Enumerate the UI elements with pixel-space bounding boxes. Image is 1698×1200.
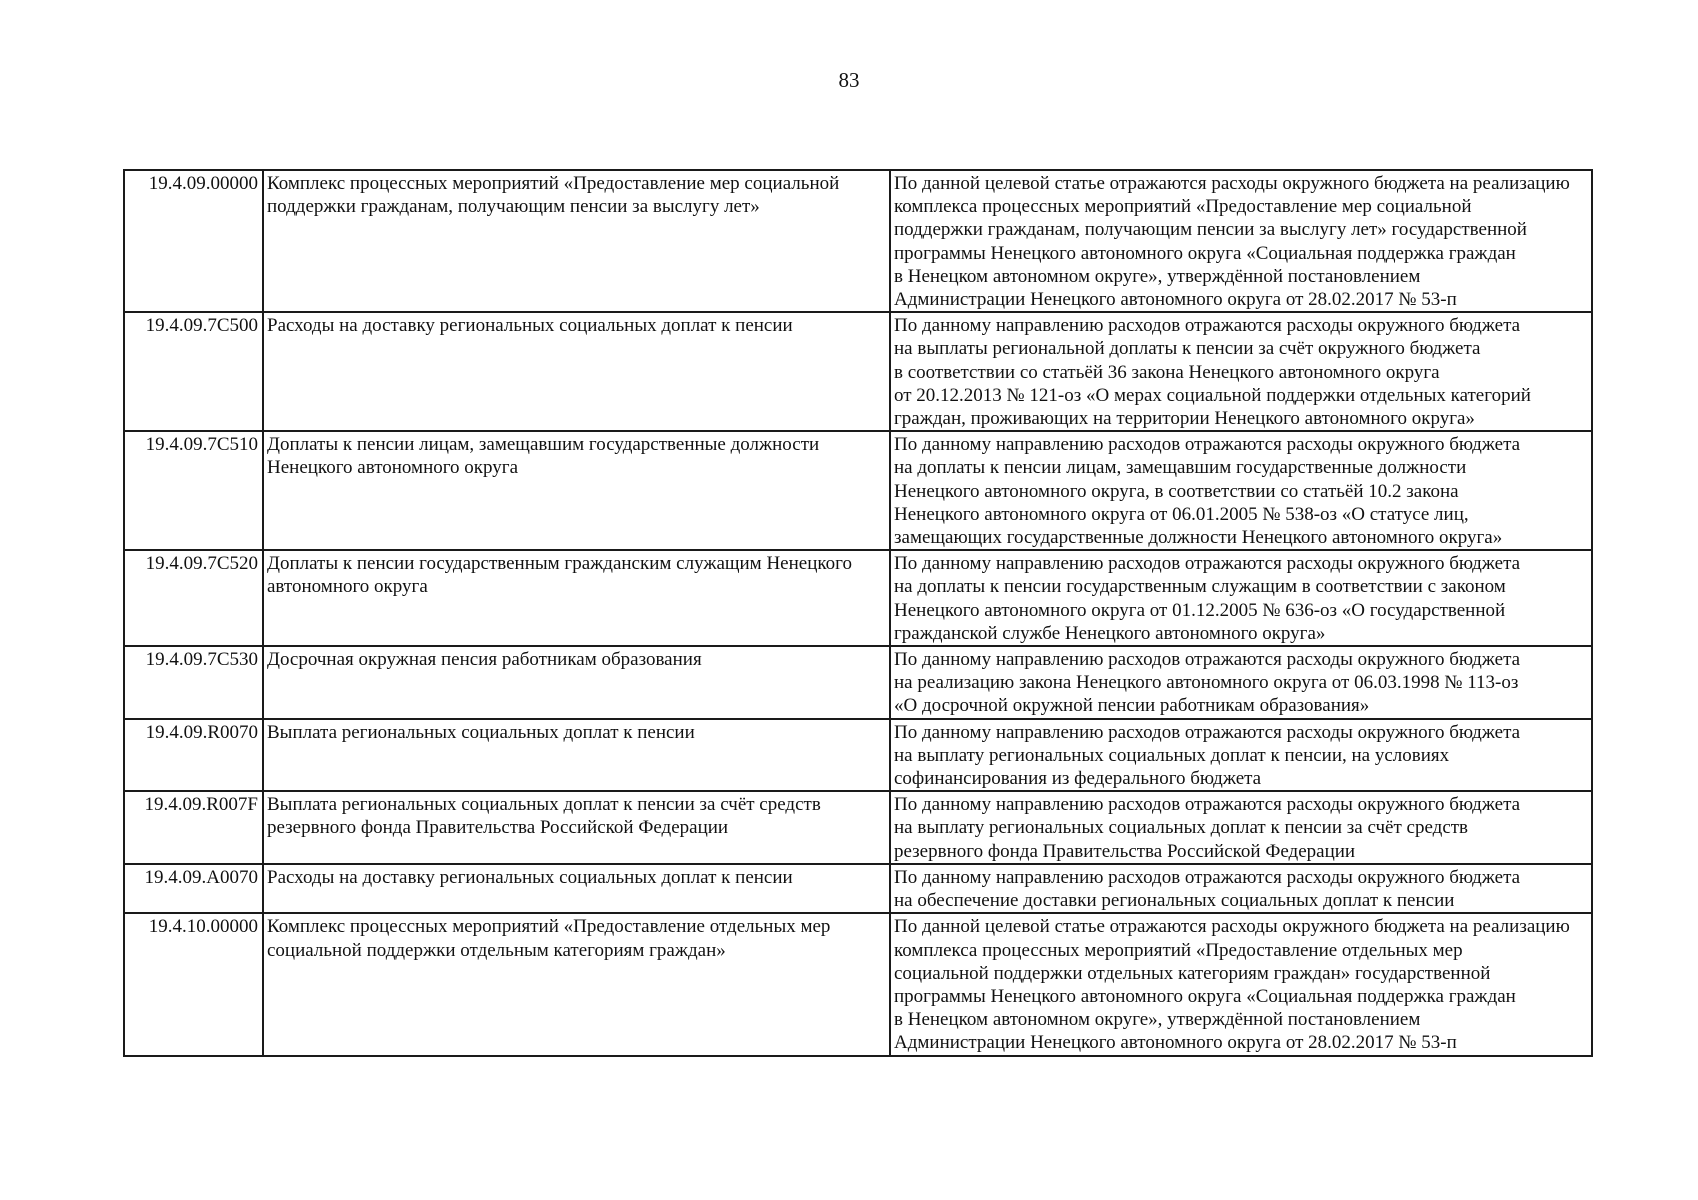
description-line: Ненецкого автономного округа от 01.12.2005 № 636-оз «О государственной bbox=[894, 599, 1506, 621]
description-line: программы Ненецкого автономного округа «Социальная поддержка граждан bbox=[894, 985, 1516, 1007]
target-article-code: 19.4.09.R007F bbox=[124, 791, 263, 864]
description-line: в Ненецком автономном округе», утверждённой постановлением bbox=[894, 1009, 1421, 1031]
table-row bbox=[124, 719, 1592, 792]
target-article-name bbox=[263, 719, 890, 792]
description-line: на доплаты к пенсии государственным служащим в соответствии с законом bbox=[894, 576, 1506, 598]
description-line: в Ненецком автономном округе», утверждённой постановлением bbox=[894, 265, 1421, 287]
description-line: поддержки гражданам, получающим пенсии за выслугу лет» государственной bbox=[894, 219, 1527, 241]
target-article-code: 19.4.09.7С530 bbox=[124, 646, 263, 719]
target-article-description bbox=[890, 550, 1592, 646]
target-article-code: 19.4.09.R0070 bbox=[124, 719, 263, 792]
description-line: резервного фонда Правительства Российской Федерации bbox=[894, 840, 1356, 862]
target-article-description bbox=[890, 431, 1592, 550]
description-line: софинансирования из федерального бюджета bbox=[894, 768, 1262, 790]
target-article-name bbox=[263, 170, 890, 312]
budget-classification-table bbox=[123, 169, 1593, 1057]
description-line: граждан, проживающих на территории Ненецкого автономного округа» bbox=[894, 408, 1475, 430]
table-row bbox=[124, 550, 1592, 646]
description-line: По данному направлению расходов отражаются расходы окружного бюджета bbox=[894, 649, 1521, 671]
name-line: автономного округа bbox=[267, 576, 428, 598]
description-line: По данному направлению расходов отражаются расходы окружного бюджета bbox=[894, 434, 1521, 456]
description-line: на реализацию закона Ненецкого автономного округа от 06.03.1998 № 113-оз bbox=[894, 672, 1519, 694]
page-number: 83 bbox=[838, 68, 860, 92]
name-line: социальной поддержки отдельным категориям граждан» bbox=[267, 939, 726, 961]
table-row bbox=[124, 312, 1592, 431]
description-line: замещающих государственные должности Ненецкого автономного округа» bbox=[894, 527, 1503, 549]
description-line: на доплаты к пенсии лицам, замещавшим государственные должности bbox=[894, 457, 1467, 479]
description-line: Администрации Ненецкого автономного округа от 28.02.2017 № 53-п bbox=[894, 1032, 1457, 1054]
target-article-description bbox=[890, 170, 1592, 312]
target-article-name bbox=[263, 646, 890, 719]
description-line: По данной целевой статье отражаются расходы окружного бюджета на реализацию bbox=[894, 916, 1570, 938]
description-line: По данному направлению расходов отражаются расходы окружного бюджета bbox=[894, 315, 1521, 337]
name-line: Выплата региональных социальных доплат к пенсии за счёт средств bbox=[267, 794, 821, 816]
table-row bbox=[124, 864, 1592, 913]
target-article-name bbox=[263, 431, 890, 550]
target-article-code: 19.4.09.00000 bbox=[124, 170, 263, 312]
target-article-description bbox=[890, 791, 1592, 864]
description-line: на выплату региональных социальных доплат к пенсии, на условиях bbox=[894, 744, 1450, 766]
target-article-name bbox=[263, 913, 890, 1055]
table-row bbox=[124, 913, 1592, 1055]
description-line: от 20.12.2013 № 121-оз «О мерах социальной поддержки отдельных категорий bbox=[894, 384, 1531, 406]
target-article-description bbox=[890, 864, 1592, 913]
name-line: поддержки гражданам, получающим пенсии за выслугу лет» bbox=[267, 196, 760, 218]
description-line: на обеспечение доставки региональных социальных доплат к пенсии bbox=[894, 890, 1455, 912]
name-line: Доплаты к пенсии лицам, замещавшим государственные должности bbox=[267, 434, 820, 456]
description-line: Ненецкого автономного округа, в соответствии со статьёй 10.2 закона bbox=[894, 480, 1459, 502]
target-article-code: 19.4.09.7С510 bbox=[124, 431, 263, 550]
description-line: По данному направлению расходов отражаются расходы окружного бюджета bbox=[894, 866, 1521, 888]
description-line: Ненецкого автономного округа от 06.01.2005 № 538-оз «О статусе лиц, bbox=[894, 503, 1469, 525]
target-article-code: 19.4.10.00000 bbox=[124, 913, 263, 1055]
description-line: на выплаты региональной доплаты к пенсии за счёт окружного бюджета bbox=[894, 338, 1481, 360]
description-line: комплекса процессных мероприятий «Предоставление мер социальной bbox=[894, 196, 1472, 218]
target-article-description bbox=[890, 719, 1592, 792]
target-article-code: 19.4.09.7С520 bbox=[124, 550, 263, 646]
table-row bbox=[124, 170, 1592, 312]
description-line: комплекса процессных мероприятий «Предоставление отдельных мер bbox=[894, 939, 1463, 961]
name-line: Досрочная окружная пенсия работникам образования bbox=[267, 649, 702, 671]
description-line: «О досрочной окружной пенсии работникам образования» bbox=[894, 695, 1370, 717]
description-line: социальной поддержки отдельных категориям граждан» государственной bbox=[894, 962, 1491, 984]
description-line: Администрации Ненецкого автономного округа от 28.02.2017 № 53-п bbox=[894, 289, 1457, 311]
name-line: Комплекс процессных мероприятий «Предоставление мер социальной bbox=[267, 173, 840, 194]
description-line: в соответствии со статьёй 36 закона Ненецкого автономного округа bbox=[894, 361, 1440, 383]
name-line: Расходы на доставку региональных социальных доплат к пенсии bbox=[267, 866, 793, 888]
name-line: Комплекс процессных мероприятий «Предоставление отдельных мер bbox=[267, 916, 831, 938]
description-line: на выплату региональных социальных доплат к пенсии за счёт средств bbox=[894, 817, 1469, 839]
target-article-description bbox=[890, 913, 1592, 1055]
target-article-name bbox=[263, 791, 890, 864]
target-article-code: 19.4.09.7С500 bbox=[124, 312, 263, 431]
description-line: По данному направлению расходов отражаются расходы окружного бюджета bbox=[894, 721, 1521, 743]
name-line: Выплата региональных социальных доплат к пенсии bbox=[267, 721, 695, 743]
description-line: По данному направлению расходов отражаются расходы окружного бюджета bbox=[894, 553, 1521, 575]
description-line: По данной целевой статье отражаются расходы окружного бюджета на реализацию bbox=[894, 173, 1570, 194]
target-article-code: 19.4.09.А0070 bbox=[124, 864, 263, 913]
name-line: Доплаты к пенсии государственным гражданским служащим Ненецкого bbox=[267, 553, 852, 575]
table-row bbox=[124, 646, 1592, 719]
table-row bbox=[124, 431, 1592, 550]
target-article-description bbox=[890, 646, 1592, 719]
name-line: Расходы на доставку региональных социальных доплат к пенсии bbox=[267, 315, 793, 337]
target-article-name bbox=[263, 312, 890, 431]
description-line: гражданской службе Ненецкого автономного округа» bbox=[894, 622, 1326, 644]
table-body bbox=[124, 170, 1592, 1056]
description-line: программы Ненецкого автономного округа «Социальная поддержка граждан bbox=[894, 242, 1516, 264]
table-row bbox=[124, 791, 1592, 864]
name-line: Ненецкого автономного округа bbox=[267, 457, 519, 479]
description-line: По данному направлению расходов отражаются расходы окружного бюджета bbox=[894, 794, 1521, 816]
name-line: резервного фонда Правительства Российской Федерации bbox=[267, 817, 729, 839]
target-article-description bbox=[890, 312, 1592, 431]
target-article-name bbox=[263, 864, 890, 913]
target-article-name bbox=[263, 550, 890, 646]
